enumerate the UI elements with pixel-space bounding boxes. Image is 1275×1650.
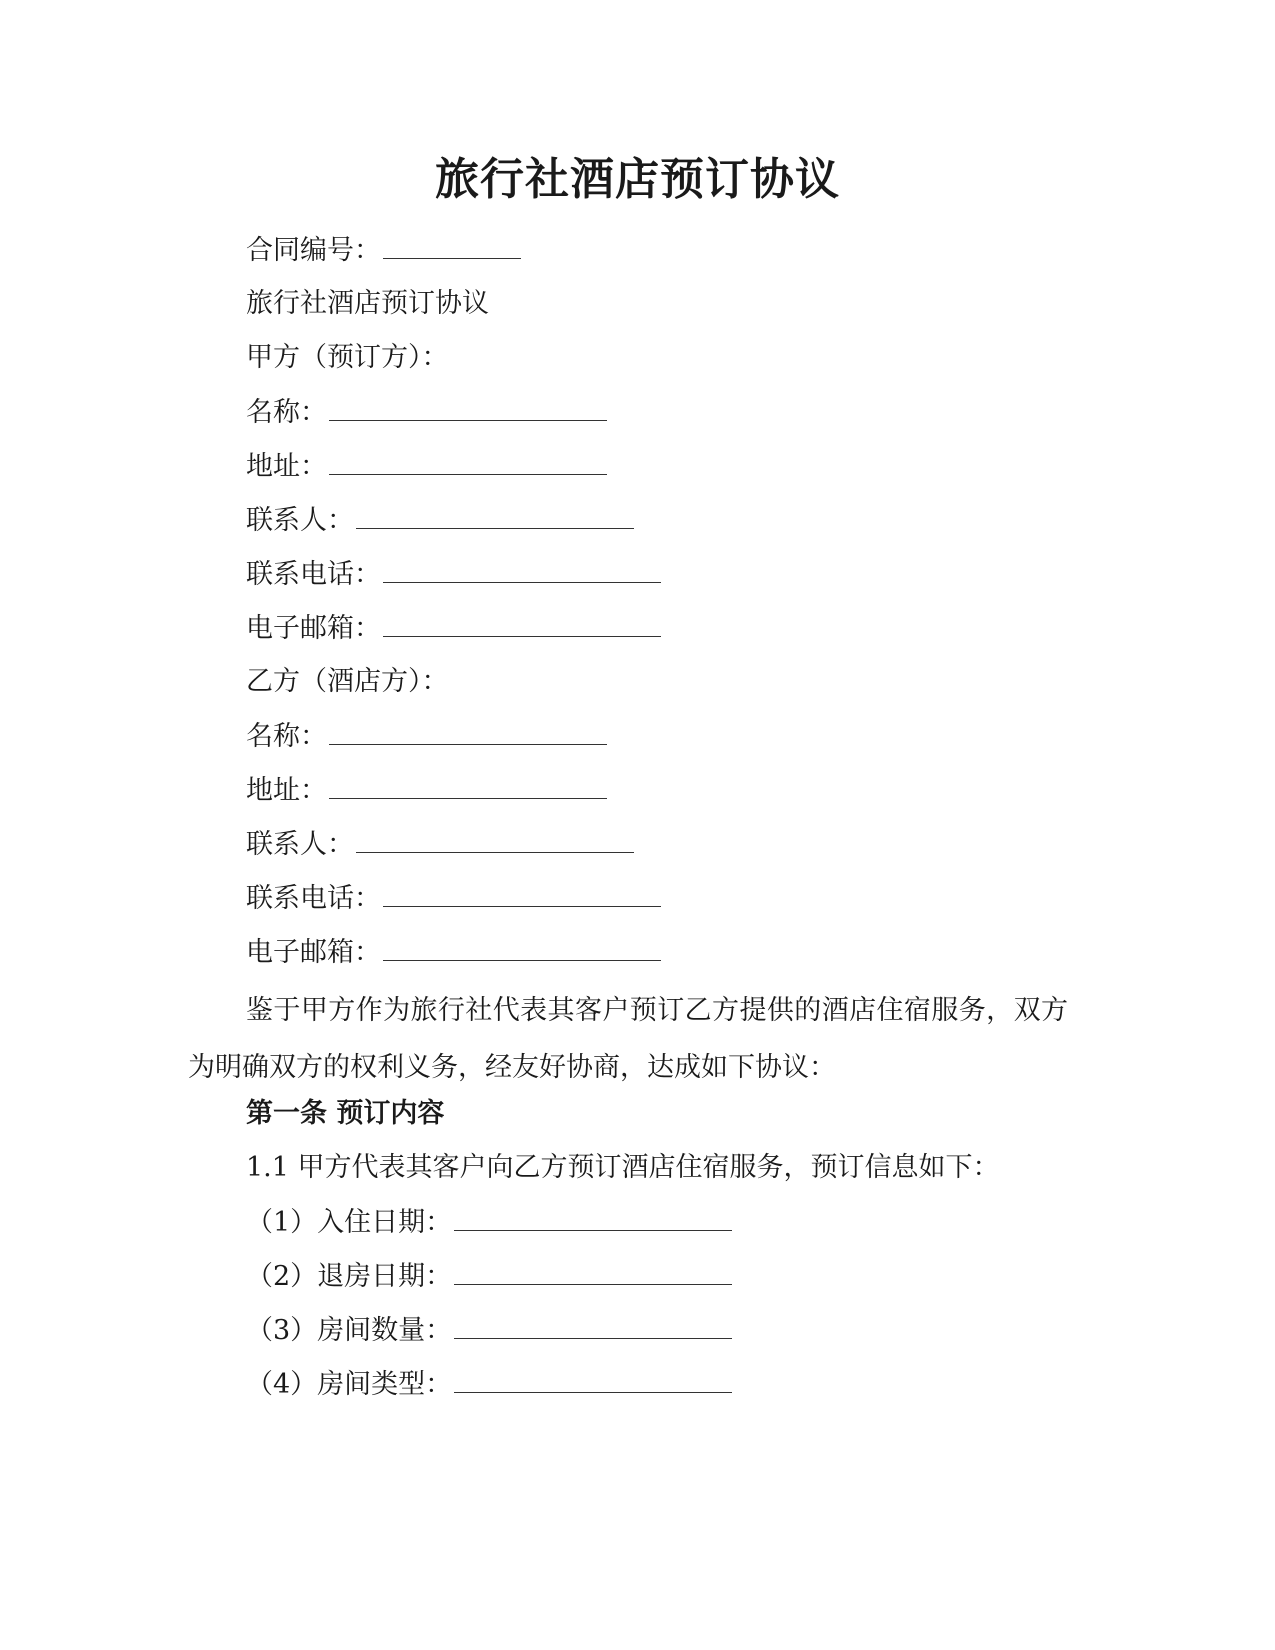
party-a-phone-label: 联系电话： [246, 559, 381, 590]
preamble-paragraph: 鉴于甲方作为旅行社代表其客户预订乙方提供的酒店住宿服务，双方为明确双方的权利义务，经友好协商，达成如下协议： [188, 995, 1068, 1083]
party-b-email-label: 电子邮箱： [246, 937, 381, 968]
party-a-contact-label: 联系人： [246, 505, 354, 536]
party-b-contact-label: 联系人： [246, 829, 354, 860]
clause-1-1: 1.1 甲方代表其客户向乙方预订酒店住宿服务，预订信息如下： [246, 1152, 1000, 1183]
party-a-name-blank[interactable] [329, 394, 607, 421]
party-b-contact-blank[interactable] [356, 826, 634, 853]
party-b-name-label: 名称： [246, 721, 327, 752]
checkout-label: （2）退房日期： [246, 1261, 453, 1292]
party-a-phone-blank[interactable] [383, 556, 661, 583]
checkin-label: （1）入住日期： [246, 1207, 453, 1238]
room-count-blank[interactable] [454, 1312, 732, 1339]
party-b-heading: 乙方（酒店方）： [246, 666, 449, 697]
party-a-email-label: 电子邮箱： [246, 613, 381, 644]
booking-item-room-count [246, 1312, 732, 1349]
party-b-email-blank[interactable] [383, 934, 661, 961]
contract-number-label: 合同编号： [246, 235, 381, 266]
party-b-phone-field [246, 880, 661, 917]
room-count-label: （3）房间数量： [246, 1315, 453, 1346]
party-a-name-field [246, 394, 607, 431]
party-b-name-blank[interactable] [329, 718, 607, 745]
party-b-email-field [246, 934, 661, 971]
party-a-name-label: 名称： [246, 397, 327, 428]
party-a-email-field [246, 610, 661, 647]
party-a-heading: 甲方（预订方）： [246, 342, 449, 373]
contract-number-field [246, 232, 521, 269]
party-b-address-blank[interactable] [329, 772, 607, 799]
checkout-blank[interactable] [454, 1258, 732, 1285]
party-b-phone-label: 联系电话： [246, 883, 381, 914]
booking-item-checkin [246, 1204, 732, 1241]
party-a-contact-field [246, 502, 634, 539]
party-a-address-blank[interactable] [329, 448, 607, 475]
article-1-heading: 第一条 预订内容 [246, 1098, 445, 1129]
party-b-address-field [246, 772, 607, 809]
party-b-name-field [246, 718, 607, 755]
party-a-phone-field [246, 556, 661, 593]
party-a-contact-blank[interactable] [356, 502, 634, 529]
party-b-address-label: 地址： [246, 775, 327, 806]
party-b-contact-field [246, 826, 634, 863]
party-a-address-field [246, 448, 607, 485]
contract-number-blank[interactable] [383, 232, 521, 259]
room-type-label: （4）房间类型： [246, 1369, 453, 1400]
party-b-phone-blank[interactable] [383, 880, 661, 907]
booking-item-checkout [246, 1258, 732, 1295]
checkin-blank[interactable] [454, 1204, 732, 1231]
room-type-blank[interactable] [454, 1366, 732, 1393]
document-title: 旅行社酒店预订协议 [435, 154, 840, 205]
document-subtitle: 旅行社酒店预订协议 [246, 288, 489, 319]
party-a-email-blank[interactable] [383, 610, 661, 637]
party-a-address-label: 地址： [246, 451, 327, 482]
booking-item-room-type [246, 1366, 732, 1403]
